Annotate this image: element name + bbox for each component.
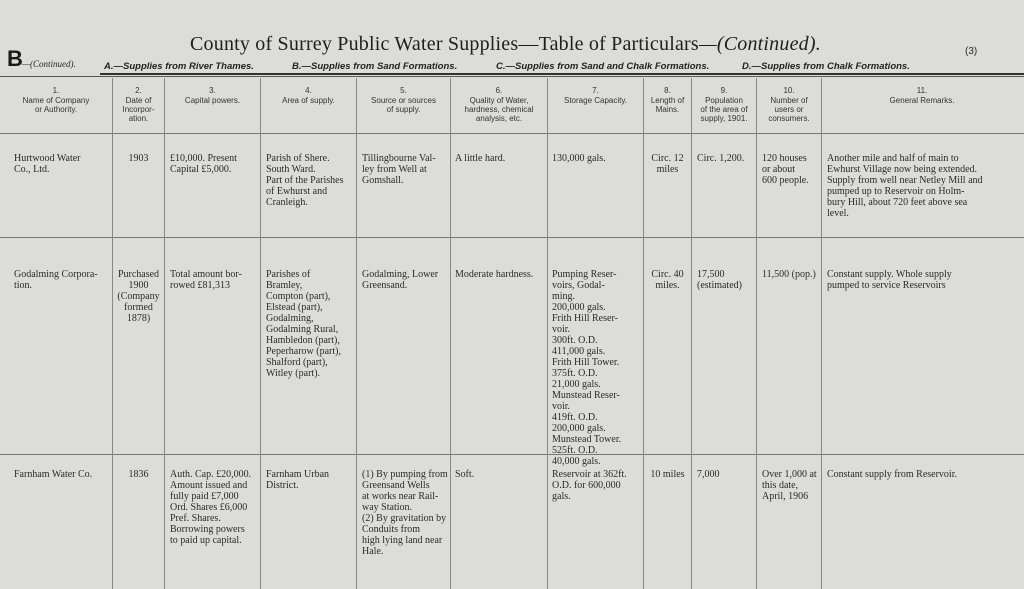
column-divider (821, 78, 822, 589)
table-row-remarks: Constant supply from Reservoir. (827, 469, 957, 480)
table-row-source: Tillingbourne Val- ley from Well at Gomshall. (362, 153, 436, 186)
table-row-storage: Pumping Reser- voirs, Godal- ming. 200,000 gals. Frith Hill Reser- voir. 300ft. O.D. 411,000 gals. Frith Hill Tower. 375ft. O.D. 21,000 gals. Munstead Reser- voir. 419ft. O.D. 200,000 gals. Munstead Tower. 525ft. O.D. 40,000 gals. (552, 269, 622, 467)
continued-label: —(Continued). (22, 59, 76, 69)
column-divider (450, 78, 451, 589)
column-header-storage: 7. Storage Capacity. (564, 86, 627, 105)
column-divider (356, 78, 357, 589)
table-row-name: Godalming Corpora- tion. (14, 269, 98, 291)
table-row-source: (1) By pumping from Greensand Wells at works near Rail- way Station. (2) By gravitation by Conduits from high lying land near Hale. (362, 469, 448, 557)
column-divider (691, 78, 692, 589)
table-row-name: Farnham Water Co. (14, 469, 93, 480)
title-main: County of Surrey Public Water Supplies—Table of Particulars (190, 33, 699, 55)
subheading-d: D.—Supplies from Chalk Formations. (742, 61, 910, 72)
table-row-area: Parish of Shere. South Ward. Part of the Parishes of Ewhurst and Cranleigh. (266, 153, 344, 208)
table-row-users: Over 1,000 at this date, April, 1906 (762, 469, 817, 502)
table-row-population: Circ. 1,200. (697, 153, 745, 164)
subheading-a: A.—Supplies from River Thames. (104, 61, 254, 72)
table-row-mains: 10 miles (650, 469, 685, 480)
column-header-source: 5. Source or sources of supply. (371, 86, 436, 114)
table-row-capital: Total amount bor- rowed £81,313 (170, 269, 242, 291)
section-letter: B (7, 46, 23, 71)
page-title (190, 33, 821, 56)
title-continued: —(Continued). (698, 33, 821, 55)
table-row-name: Hurtwood Water Co., Ltd. (14, 153, 81, 175)
table-row-date: 1836 (128, 469, 149, 480)
column-header-name: 1. Name of Company or Authority. (22, 86, 90, 114)
table-row-remarks: Constant supply. Whole supply pumped to service Reservoirs (827, 269, 952, 291)
column-divider (260, 78, 261, 589)
subheading-c: C.—Supplies from Sand and Chalk Formations. (496, 61, 710, 72)
table-row-quality: A little hard. (455, 153, 506, 164)
title-rule (100, 73, 1024, 75)
table-row-users: 11,500 (pop.) (762, 269, 816, 280)
column-header-quality: 6. Quality of Water, hardness, chemical analysis, etc. (464, 86, 534, 123)
table-row-users: 120 houses or about 600 people. (762, 153, 809, 186)
column-divider (547, 78, 548, 589)
table-row-quality: Moderate hardness. (455, 269, 534, 280)
table-top-rule (0, 76, 1024, 77)
table-row-remarks: Another mile and half of main to Ewhurst Village now being extended. Supply from well near Netley Mill and pumped up to Reservoir on Holm- bury Hill, about 720 feet above sea level. (827, 153, 983, 219)
table-row-population: 17,500 (estimated) (697, 269, 742, 291)
table-row-population: 7,000 (697, 469, 720, 480)
column-header-remarks: 11. General Remarks. (889, 86, 955, 105)
table-row-date: Purchased 1900 (Company formed 1878) (117, 269, 160, 324)
column-header-population: 9. Population of the area of supply, 1901. (700, 86, 748, 123)
row-divider (0, 454, 1024, 455)
table-row-storage: Reservoir at 362ft. O.D. for 600,000 gals. (552, 469, 627, 502)
column-header-users: 10. Number of users or consumers. (768, 86, 810, 123)
table-row-area: Farnham Urban District. (266, 469, 330, 491)
column-divider (164, 78, 165, 589)
table-row-date: 1903 (128, 153, 149, 164)
column-divider (756, 78, 757, 589)
column-header-area: 4. Area of supply. (282, 86, 335, 105)
table-row-capital: Auth. Cap. £20,000. Amount issued and fully paid £7,000 Ord. Shares £6,000 Pref. Shares. Borrowing powers to paid up capital. (170, 469, 252, 546)
table-row-source: Godalming, Lower Greensand. (362, 269, 439, 291)
page-number: (3) (965, 46, 978, 57)
header-bottom-rule (0, 133, 1024, 134)
row-divider (0, 237, 1024, 238)
column-header-date: 2. Date of Incorpor- ation. (122, 86, 155, 123)
table-row-quality: Soft. (455, 469, 475, 480)
column-header-capital: 3. Capital powers. (184, 86, 241, 105)
table-row-area: Parishes of Bramley, Compton (part), Elstead (part), Godalming, Godalming Rural, Hambledon (part), Peperharow (part), Shalford (part), Witley (part). (266, 269, 341, 379)
table-row-mains: Circ. 40 miles. (651, 269, 684, 291)
subheading-b: B.—Supplies from Sand Formations. (292, 61, 458, 72)
column-header-mains: 8. Length of Mains. (650, 86, 685, 114)
table-row-storage: 130,000 gals. (552, 153, 606, 164)
table-row-mains: Circ. 12 miles (651, 153, 684, 175)
table-row-capital: £10,000. Present Capital £5,000. (170, 153, 237, 175)
